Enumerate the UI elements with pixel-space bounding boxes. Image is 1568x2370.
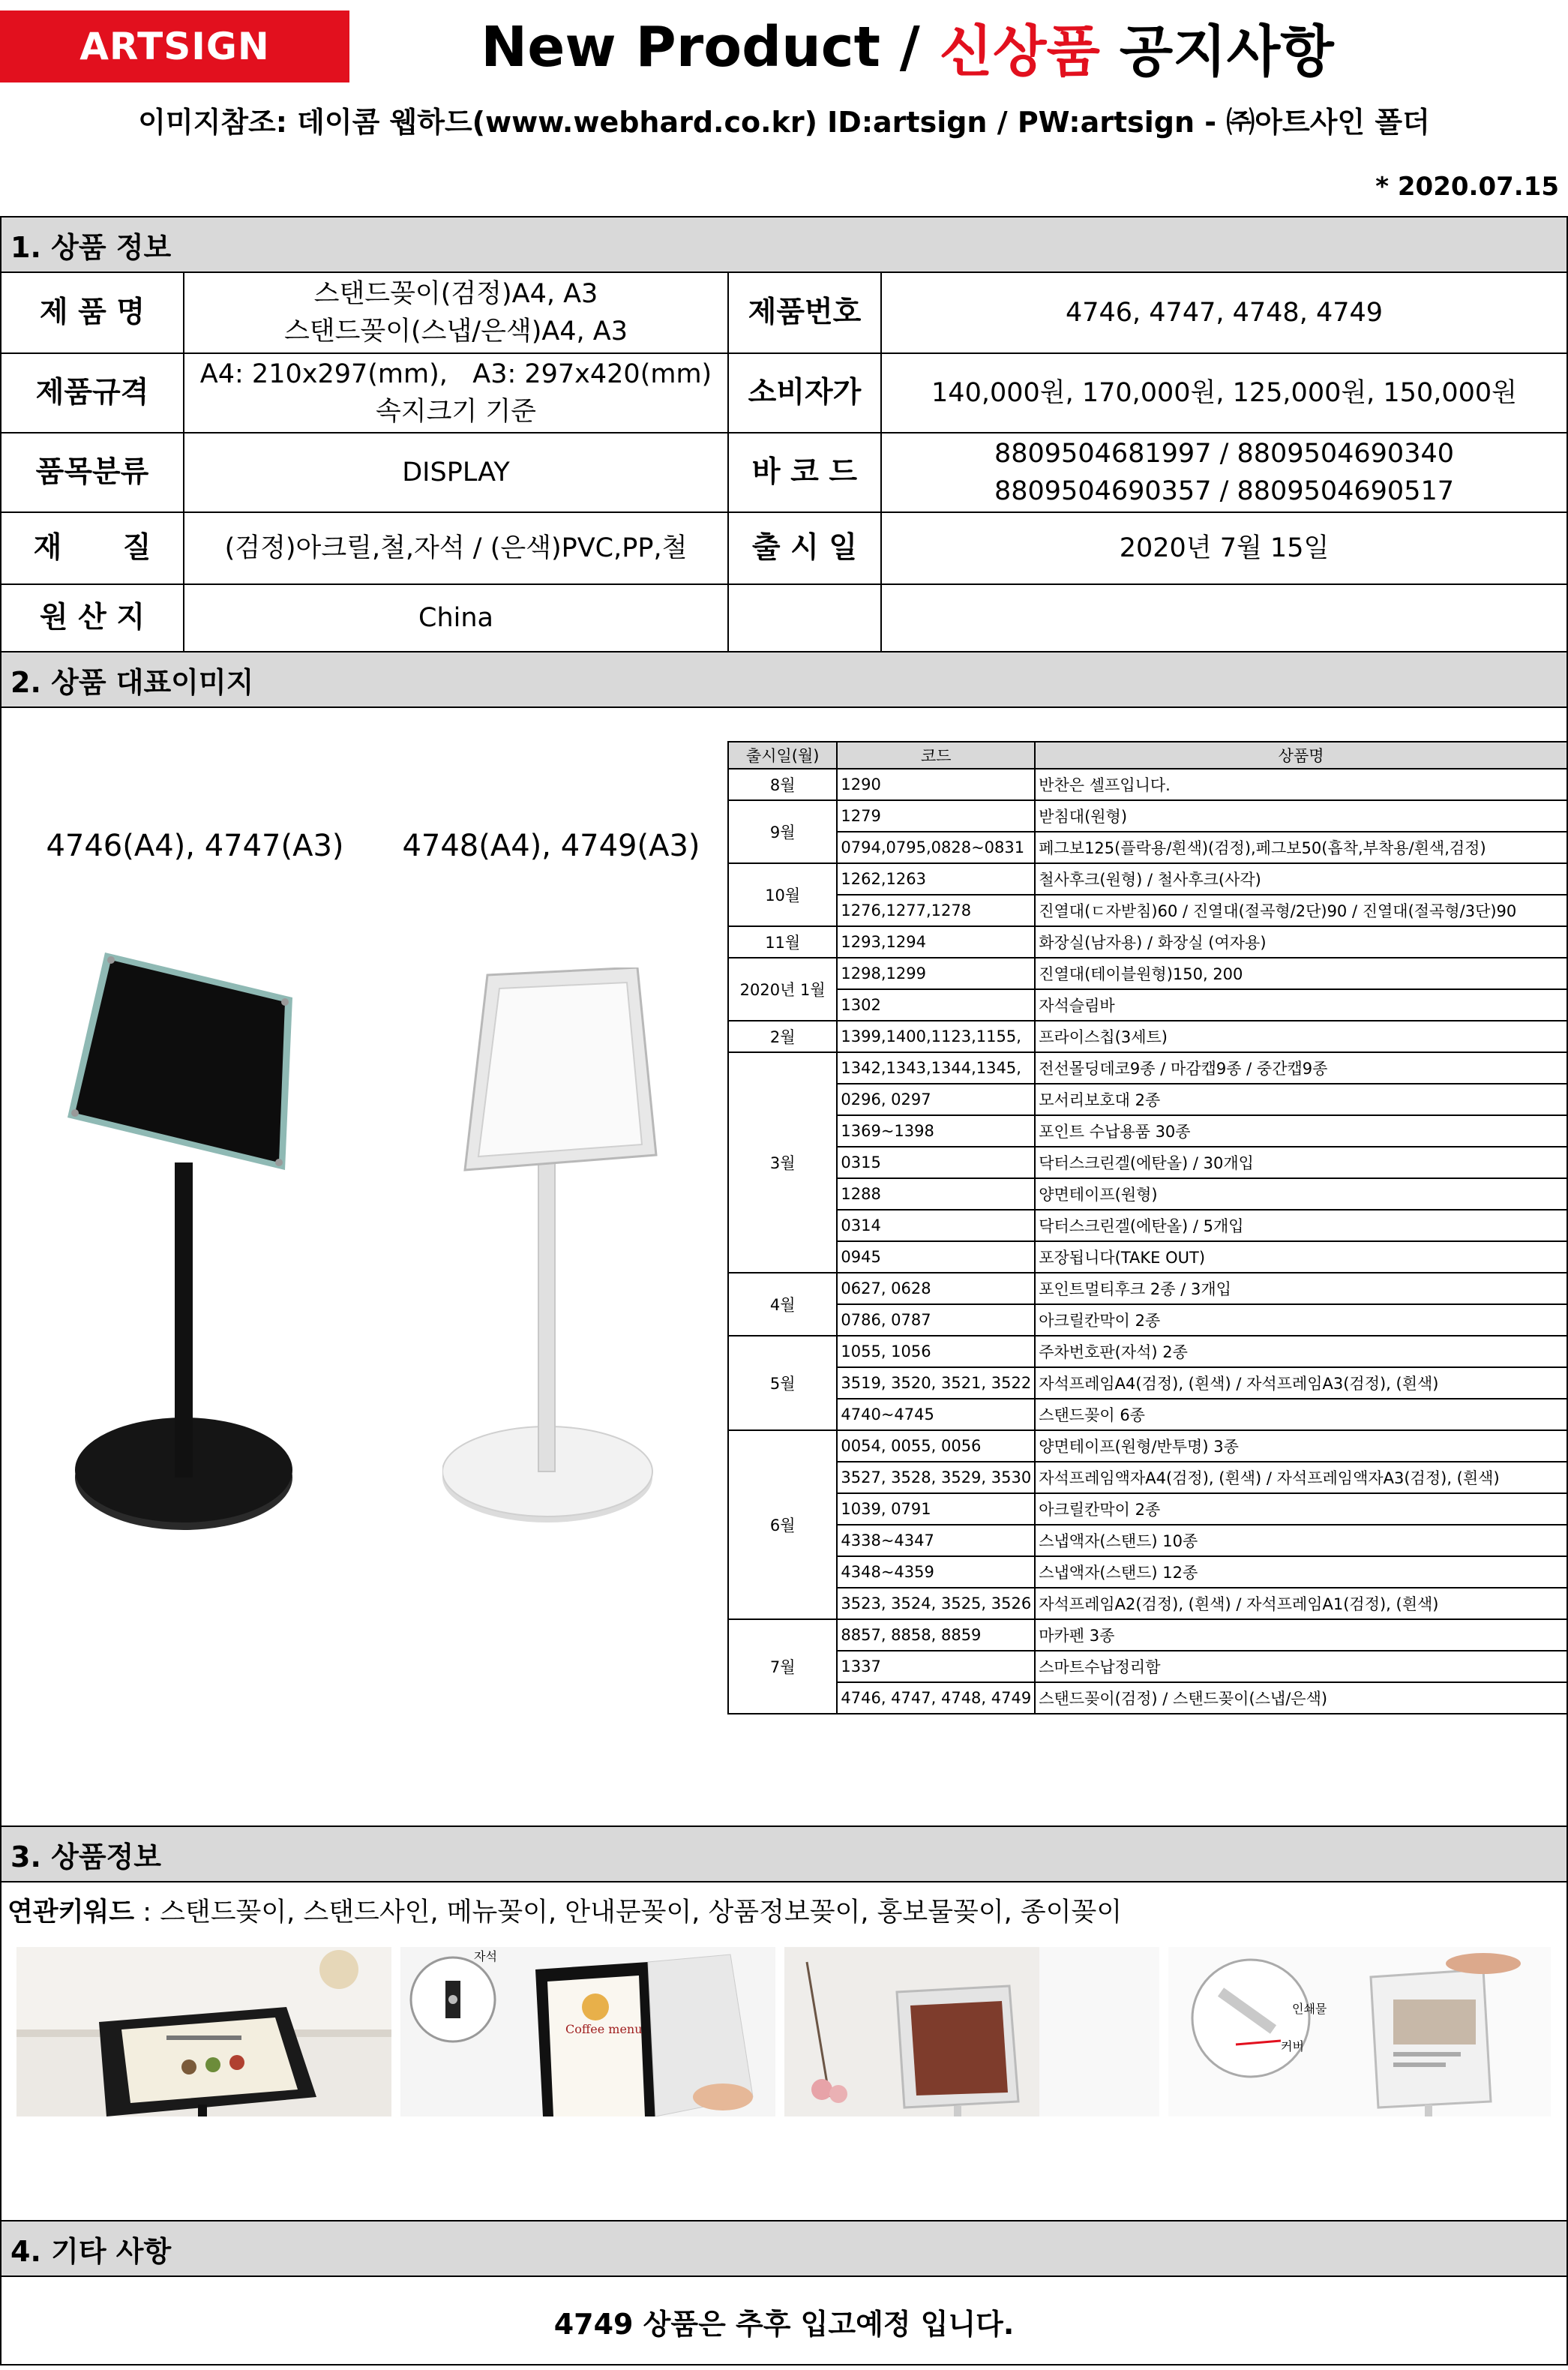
value-origin: China bbox=[418, 603, 493, 633]
table-row bbox=[728, 1493, 1567, 1525]
product-name-cell: 양면테이프(원형/반투명) 3종 bbox=[1035, 1430, 1567, 1462]
month-cell: 4월 bbox=[728, 1273, 837, 1336]
table-row bbox=[728, 1273, 1567, 1304]
table-row bbox=[728, 1367, 1567, 1399]
keyword-list: : 스탠드꽂이, 스탠드사인, 메뉴꽂이, 안내문꽂이, 상품정보꽂이, 홍보물꽂이, 종이꽂이 bbox=[134, 1898, 1123, 1928]
section1-header: 1. 상품 정보 bbox=[0, 216, 1568, 273]
value-spec: A4: 210x297(mm), A3: 297x420(mm) 속지크기 기준 bbox=[199, 359, 712, 427]
product-name-cell: 포인트 수납용품 30종 bbox=[1035, 1115, 1567, 1147]
section2-header: 2. 상품 대표이미지 bbox=[0, 651, 1568, 708]
product-name-cell: 주차번호판(자석) 2종 bbox=[1035, 1336, 1567, 1367]
code-cell: 0794,0795,0828~0831 bbox=[837, 832, 1035, 863]
product-name-cell: 아크릴칸막이 2종 bbox=[1035, 1304, 1567, 1336]
image-reference-note: 이미지참조: 데이콤 웹하드(www.webhard.co.kr) ID:artsign / PW:artsign - ㈜아트사인 폴더 bbox=[138, 106, 1430, 139]
code-cell: 3523, 3524, 3525, 3526 bbox=[837, 1588, 1035, 1619]
code-cell: 4338~4347 bbox=[837, 1525, 1035, 1556]
month-cell: 2월 bbox=[728, 1021, 837, 1052]
photo-black-stand-menu bbox=[16, 1947, 391, 2116]
table-row bbox=[728, 895, 1567, 926]
table-row bbox=[728, 1147, 1567, 1178]
magnet-label: 자석 bbox=[474, 1949, 497, 1964]
table-row bbox=[728, 1588, 1567, 1619]
col-header-code: 코드 bbox=[837, 742, 1035, 769]
code-cell: 1298,1299 bbox=[837, 958, 1035, 989]
code-cell: 0945 bbox=[837, 1241, 1035, 1273]
product-name-cell: 전선몰딩데코9종 / 마감캡9종 / 중간캡9종 bbox=[1035, 1052, 1567, 1084]
month-cell: 10월 bbox=[728, 863, 837, 926]
table-row bbox=[728, 1556, 1567, 1588]
value-barcode: 8809504681997 / 8809504690340 8809504690357 / 8809504690517 bbox=[994, 439, 1454, 506]
code-cell: 1262,1263 bbox=[837, 863, 1035, 895]
code-cell: 3519, 3520, 3521, 3522 bbox=[837, 1367, 1035, 1399]
keyword-label: 연관키워드 bbox=[7, 1898, 135, 1928]
artsign-logo: ARTSIGN bbox=[0, 10, 349, 82]
code-cell: 1293,1294 bbox=[837, 926, 1035, 958]
table-row bbox=[728, 863, 1567, 895]
table-row bbox=[728, 1115, 1567, 1147]
table-row bbox=[728, 1021, 1567, 1052]
notice-date: * 2020.07.15 bbox=[1375, 172, 1559, 202]
release-history-table bbox=[727, 741, 1568, 1714]
month-cell: 11월 bbox=[728, 926, 837, 958]
col-header-product: 상품명 bbox=[1035, 742, 1567, 769]
label-retail-price: 소비자가 bbox=[748, 376, 862, 410]
table-row bbox=[728, 1399, 1567, 1430]
table-row bbox=[728, 1336, 1567, 1367]
title-prefix: New Product / bbox=[481, 14, 940, 80]
value-material: (검정)아크릴,철,자석 / (은색)PVC,PP,철 bbox=[224, 533, 688, 563]
product-name-cell: 아크릴칸막이 2종 bbox=[1035, 1493, 1567, 1525]
table-row bbox=[728, 926, 1567, 958]
caption-silver-stand: 4748(A4), 4749(A3) bbox=[402, 829, 700, 863]
month-cell: 2020년 1월 bbox=[728, 958, 837, 1021]
code-cell: 1288 bbox=[837, 1178, 1035, 1210]
restock-notice: 4749 상품은 추후 입고예정 입니다. bbox=[553, 2307, 1015, 2341]
code-cell: 1279 bbox=[837, 800, 1035, 832]
product-info-table bbox=[0, 272, 1568, 652]
print-label: 인쇄물 bbox=[1292, 2002, 1327, 2016]
product-name-cell: 마카펜 3종 bbox=[1035, 1619, 1567, 1651]
month-cell: 8월 bbox=[728, 769, 837, 800]
product-name-cell: 페그보125(플락용/흰색)(검정),페그보50(흡착,부착용/흰색,검정) bbox=[1035, 832, 1567, 863]
product-name-cell: 양면테이프(원형) bbox=[1035, 1178, 1567, 1210]
code-cell: 0296, 0297 bbox=[837, 1084, 1035, 1115]
label-origin: 원 산 지 bbox=[39, 601, 145, 634]
cover-label: 커버 bbox=[1281, 2039, 1304, 2054]
code-cell: 1342,1343,1344,1345, bbox=[837, 1052, 1035, 1084]
code-cell: 0627, 0628 bbox=[837, 1273, 1035, 1304]
product-name-cell: 반찬은 셀프입니다. bbox=[1035, 769, 1567, 800]
table-row bbox=[728, 1052, 1567, 1084]
product-name-cell: 스탠드꽂이(검정) / 스탠드꽂이(스냅/은색) bbox=[1035, 1682, 1567, 1714]
month-cell: 5월 bbox=[728, 1336, 837, 1430]
section3-header: 3. 상품정보 bbox=[0, 1826, 1568, 1882]
value-release-date: 2020년 7월 15일 bbox=[1119, 533, 1330, 563]
code-cell: 1399,1400,1123,1155, bbox=[837, 1021, 1035, 1052]
black-stand-image bbox=[60, 952, 315, 1538]
code-cell: 0786, 0787 bbox=[837, 1304, 1035, 1336]
table-row bbox=[728, 1304, 1567, 1336]
label-product-name: 제 품 명 bbox=[39, 296, 145, 329]
value-product-number: 4746, 4747, 4748, 4749 bbox=[1065, 298, 1384, 328]
code-cell: 4740~4745 bbox=[837, 1399, 1035, 1430]
table-row bbox=[728, 1619, 1567, 1651]
table-row bbox=[728, 958, 1567, 989]
code-cell: 1337 bbox=[837, 1651, 1035, 1682]
code-cell: 0315 bbox=[837, 1147, 1035, 1178]
code-cell: 1369~1398 bbox=[837, 1115, 1035, 1147]
caption-black-stand: 4746(A4), 4747(A3) bbox=[46, 829, 344, 863]
product-name-cell: 프라이스칩(3세트) bbox=[1035, 1021, 1567, 1052]
code-cell: 0314 bbox=[837, 1210, 1035, 1241]
title-new-product: 신상품 bbox=[939, 19, 1100, 84]
title-suffix: 공지사항 bbox=[1100, 19, 1334, 84]
month-cell: 7월 bbox=[728, 1619, 837, 1714]
table-row bbox=[728, 989, 1567, 1021]
table-row bbox=[728, 1178, 1567, 1210]
label-empty bbox=[729, 585, 880, 651]
table-row bbox=[728, 1525, 1567, 1556]
table-row bbox=[728, 1651, 1567, 1682]
product-name-cell: 모서리보호대 2종 bbox=[1035, 1084, 1567, 1115]
code-cell: 1276,1277,1278 bbox=[837, 895, 1035, 926]
table-row bbox=[728, 1241, 1567, 1273]
table-row bbox=[728, 832, 1567, 863]
label-release-date: 출 시 일 bbox=[751, 531, 858, 565]
product-name-cell: 받침대(원형) bbox=[1035, 800, 1567, 832]
code-cell: 4746, 4747, 4748, 4749 bbox=[837, 1682, 1035, 1714]
table-row bbox=[728, 1430, 1567, 1462]
code-cell: 1290 bbox=[837, 769, 1035, 800]
label-category: 품목분류 bbox=[35, 455, 149, 489]
product-name-cell: 진열대(테이블원형)150, 200 bbox=[1035, 958, 1567, 989]
coffee-menu-label: Coffee menu bbox=[565, 2022, 643, 2036]
product-name-cell: 철사후크(원형) / 철사후크(사각) bbox=[1035, 863, 1567, 895]
product-name-cell: 화장실(남자용) / 화장실 (여자용) bbox=[1035, 926, 1567, 958]
section4-header: 4. 기타 사항 bbox=[0, 2220, 1568, 2277]
code-cell: 3527, 3528, 3529, 3530 bbox=[837, 1462, 1035, 1493]
product-name-cell: 스냅액자(스탠드) 10종 bbox=[1035, 1525, 1567, 1556]
product-name-cell: 스냅액자(스탠드) 12종 bbox=[1035, 1556, 1567, 1588]
value-empty bbox=[882, 585, 1567, 651]
code-cell: 8857, 8858, 8859 bbox=[837, 1619, 1035, 1651]
product-name-cell: 닥터스크린겔(에탄올) / 5개입 bbox=[1035, 1210, 1567, 1241]
code-cell: 1039, 0791 bbox=[837, 1493, 1035, 1525]
month-cell: 6월 bbox=[728, 1430, 837, 1619]
product-name-cell: 포장됩니다(TAKE OUT) bbox=[1035, 1241, 1567, 1273]
table-row bbox=[728, 1210, 1567, 1241]
product-name-cell: 스탠드꽂이 6종 bbox=[1035, 1399, 1567, 1430]
photo-silver-stand-scene bbox=[784, 1947, 1159, 2116]
table-row bbox=[728, 1462, 1567, 1493]
label-product-number: 제품번호 bbox=[748, 296, 862, 329]
label-barcode: 바 코 드 bbox=[751, 455, 858, 489]
product-name-cell: 진열대(ㄷ자받침)60 / 진열대(절곡형/2단)90 / 진열대(절곡형/3단)90 bbox=[1035, 895, 1567, 926]
code-cell: 0054, 0055, 0056 bbox=[837, 1430, 1035, 1462]
code-cell: 1302 bbox=[837, 989, 1035, 1021]
product-name-cell: 자석프레임A2(검정), (흰색) / 자석프레임A1(검정), (흰색) bbox=[1035, 1588, 1567, 1619]
product-name-cell: 스마트수납정리함 bbox=[1035, 1651, 1567, 1682]
table-row bbox=[728, 800, 1567, 832]
related-keywords bbox=[7, 1890, 1560, 1935]
value-category: DISPLAY bbox=[402, 458, 510, 488]
product-name-cell: 포인트멀티후크 2종 / 3개입 bbox=[1035, 1273, 1567, 1304]
product-name-cell: 자석프레임액자A4(검정), (흰색) / 자석프레임액자A3(검정), (흰색) bbox=[1035, 1462, 1567, 1493]
value-retail-price: 140,000원, 170,000원, 125,000원, 150,000원 bbox=[931, 378, 1517, 408]
month-cell: 9월 bbox=[728, 800, 837, 863]
value-product-name: 스탠드꽂이(검정)A4, A3 스탠드꽂이(스냅/은색)A4, A3 bbox=[283, 279, 628, 346]
label-material: 재 질 bbox=[33, 531, 151, 565]
page-title bbox=[420, 8, 1395, 86]
month-cell: 3월 bbox=[728, 1052, 837, 1273]
code-cell: 1055, 1056 bbox=[837, 1336, 1035, 1367]
silver-stand-image bbox=[442, 968, 675, 1552]
table-row bbox=[728, 1682, 1567, 1714]
col-header-month: 출시일(월) bbox=[728, 742, 837, 769]
photo-magnet-cover bbox=[400, 1947, 775, 2116]
product-name-cell: 자석슬림바 bbox=[1035, 989, 1567, 1021]
photo-snap-frame-demo bbox=[1168, 1947, 1551, 2116]
table-row bbox=[728, 1084, 1567, 1115]
product-name-cell: 닥터스크린겔(에탄올) / 30개입 bbox=[1035, 1147, 1567, 1178]
product-name-cell: 자석프레임A4(검정), (흰색) / 자석프레임A3(검정), (흰색) bbox=[1035, 1367, 1567, 1399]
code-cell: 4348~4359 bbox=[837, 1556, 1035, 1588]
label-spec: 제품규격 bbox=[35, 376, 149, 410]
table-row bbox=[728, 769, 1567, 800]
